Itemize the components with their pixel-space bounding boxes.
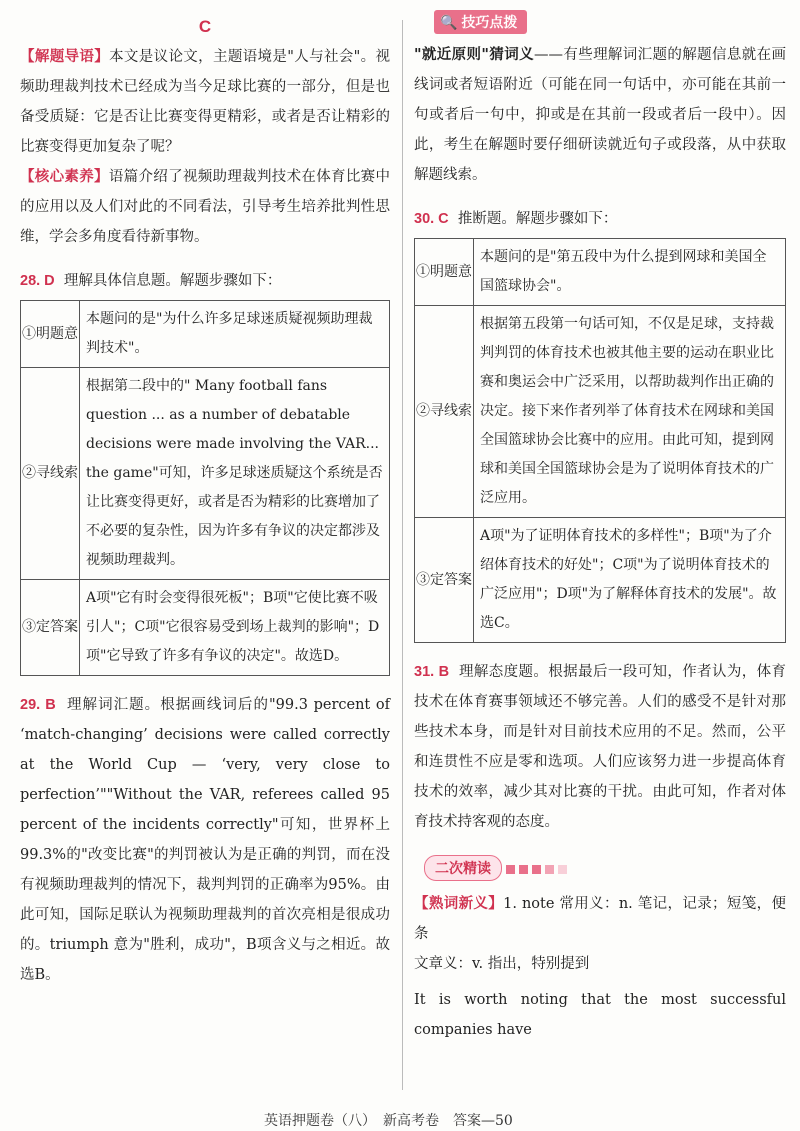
- magnifier-icon: 🔍: [440, 15, 458, 31]
- table-row: [415, 239, 786, 306]
- row-content: 本题问的是"为什么许多足球迷质疑视频助理裁判技术"。: [80, 301, 390, 368]
- q30-text: 推断题。解题步骤如下：: [457, 211, 618, 227]
- right-column: [414, 0, 786, 1045]
- core-text: 语篇介绍了视频助理裁判技术在体育比赛中的应用以及人们对此的不同看法，引导考生培养批判性思维，学会多角度看待新事物。: [20, 169, 390, 245]
- q31-number: 31. B: [414, 664, 450, 680]
- second-read-badge: 二次精读: [424, 855, 502, 881]
- second-read-header: [424, 855, 786, 881]
- q30-number: 30. C: [414, 211, 449, 227]
- tip-text: ——有些理解词汇题的解题信息就在画线词或者短语附近（可能在同一句话中，亦可能在其前一句或者后一句中，抑或是在其前一段或者后一段中）。因此，考生在解题时要仔细研读就近句子或段落，从中获取解题线索。: [414, 47, 787, 183]
- row-content: A项"为了证明体育技术的多样性"；B项"为了介绍体育技术的好处"；C项"为了说明体育技术的广泛应用"；D项"为了解释体育技术的发展"。故选C。: [474, 518, 786, 643]
- table-row: [21, 301, 390, 368]
- q31-text: 理解态度题。根据最后一段可知，作者认为，体育技术在体育赛事领域还不够完善。人们的感受不是针对那些技术本身，而是针对目前技术应用的不足。然而，公平和连贯性不应是零和选项。人们应该努力进一步提高体育技术的效率，减少其对比赛的干扰。由此可知，作者对体育技术持客观的态度。: [414, 664, 786, 830]
- core-paragraph: [20, 162, 390, 252]
- row-content: 根据第二段中的" Many football fans question ... as a number of debatable decisions were made involving the VAR... the game"可知，许多足球迷质疑这个系统是否让比赛变得更好，或者是否为精彩的比赛增加了不必要的复杂性，因为许多有争议的决定都涉及视频助理裁判。: [80, 368, 390, 580]
- column-divider: [402, 20, 403, 1090]
- vocab-line1-text: 1. note 常用义：n. 笔记，记录；短笺，便条: [414, 896, 786, 942]
- example-sentence: It is worth noting that the most successful companies have: [414, 992, 786, 1038]
- q29-text: 理解词汇题。根据画线词后的"99.3 percent of ‘match-changing’ decisions were called correctly at the World Cup — ‘very, very close to perfection’""Without the VAR, referees called 95 percent of the incidents correctly"可知，世界杯上99.3%的"改变比赛"的判罚被认为是正确的判罚，而在没有视频助理裁判的情况下，裁判判罚的正确率为95%。由此可知，国际足联认为视频助理裁判的首次亮相是很成功的。triumph 意为"胜利，成功"，B项含义与之相近。故选B。: [20, 697, 390, 983]
- row-content: 本题问的是"第五段中为什么提到网球和美国全国篮球协会"。: [474, 239, 786, 306]
- q28-heading: [20, 266, 390, 296]
- row-label: ①明题意: [21, 301, 80, 368]
- table-row: [21, 368, 390, 580]
- tip-badge: [434, 10, 527, 34]
- q29-paragraph: [20, 690, 390, 990]
- q29-number: 29. B: [20, 697, 56, 713]
- tip-paragraph: [414, 40, 786, 190]
- guide-paragraph: [20, 42, 390, 162]
- page-footer: 英语押题卷（八） 新高考卷 答案—50: [264, 1113, 513, 1129]
- q28-number: 28. D: [20, 273, 55, 289]
- table-row: [21, 580, 390, 676]
- left-column: [20, 0, 390, 990]
- guide-text: 本文是议论文，主题语境是"人与社会"。视频助理裁判技术已经成为当今足球比赛的一部分，但是也备受质疑：它是否让比赛变得更精彩，或者是否让精彩的比赛变得更加复杂了呢？: [20, 49, 390, 155]
- q31-paragraph: [414, 657, 786, 837]
- q28-text: 理解具体信息题。解题步骤如下：: [63, 273, 282, 289]
- core-tag: 【核心素养】: [20, 168, 109, 185]
- row-label: ③定答案: [415, 518, 474, 643]
- q28-table: [20, 300, 390, 676]
- row-label: ①明题意: [415, 239, 474, 306]
- decorative-squares: [502, 859, 567, 878]
- q30-heading: [414, 204, 786, 234]
- tip-title: "就近原则"猜词义: [414, 46, 534, 63]
- row-content: A项"它有时会变得很死板"；B项"它使比赛不吸引人"；C项"它很容易受到场上裁判的影响"；D项"它导致了许多有争议的决定"。故选D。: [80, 580, 390, 676]
- table-row: [415, 306, 786, 518]
- vocab-line2: 文章义：v. 指出，特别提到: [414, 956, 590, 972]
- tip-badge-label: 技巧点拨: [461, 15, 518, 31]
- section-letter: C: [198, 17, 212, 36]
- q30-table: [414, 238, 786, 643]
- row-content: 根据第五段第一句话可知，不仅是足球，支持裁判判罚的体育技术也被其他主要的运动在职业比赛和奥运会中广泛采用，以帮助裁判作出正确的决定。接下来作者列举了体育技术在网球和美国全国篮球协会比赛中的应用。由此可知，提到网球和美国全国篮球协会是为了说明体育技术的广泛应用。: [474, 306, 786, 518]
- vocab-tag: 【熟词新义】: [414, 895, 504, 912]
- row-label: ②寻线索: [415, 306, 474, 518]
- row-label: ②寻线索: [21, 368, 80, 580]
- row-label: ③定答案: [21, 580, 80, 676]
- vocab-line1: [414, 889, 786, 949]
- table-row: [415, 518, 786, 643]
- guide-tag: 【解题导语】: [20, 48, 110, 65]
